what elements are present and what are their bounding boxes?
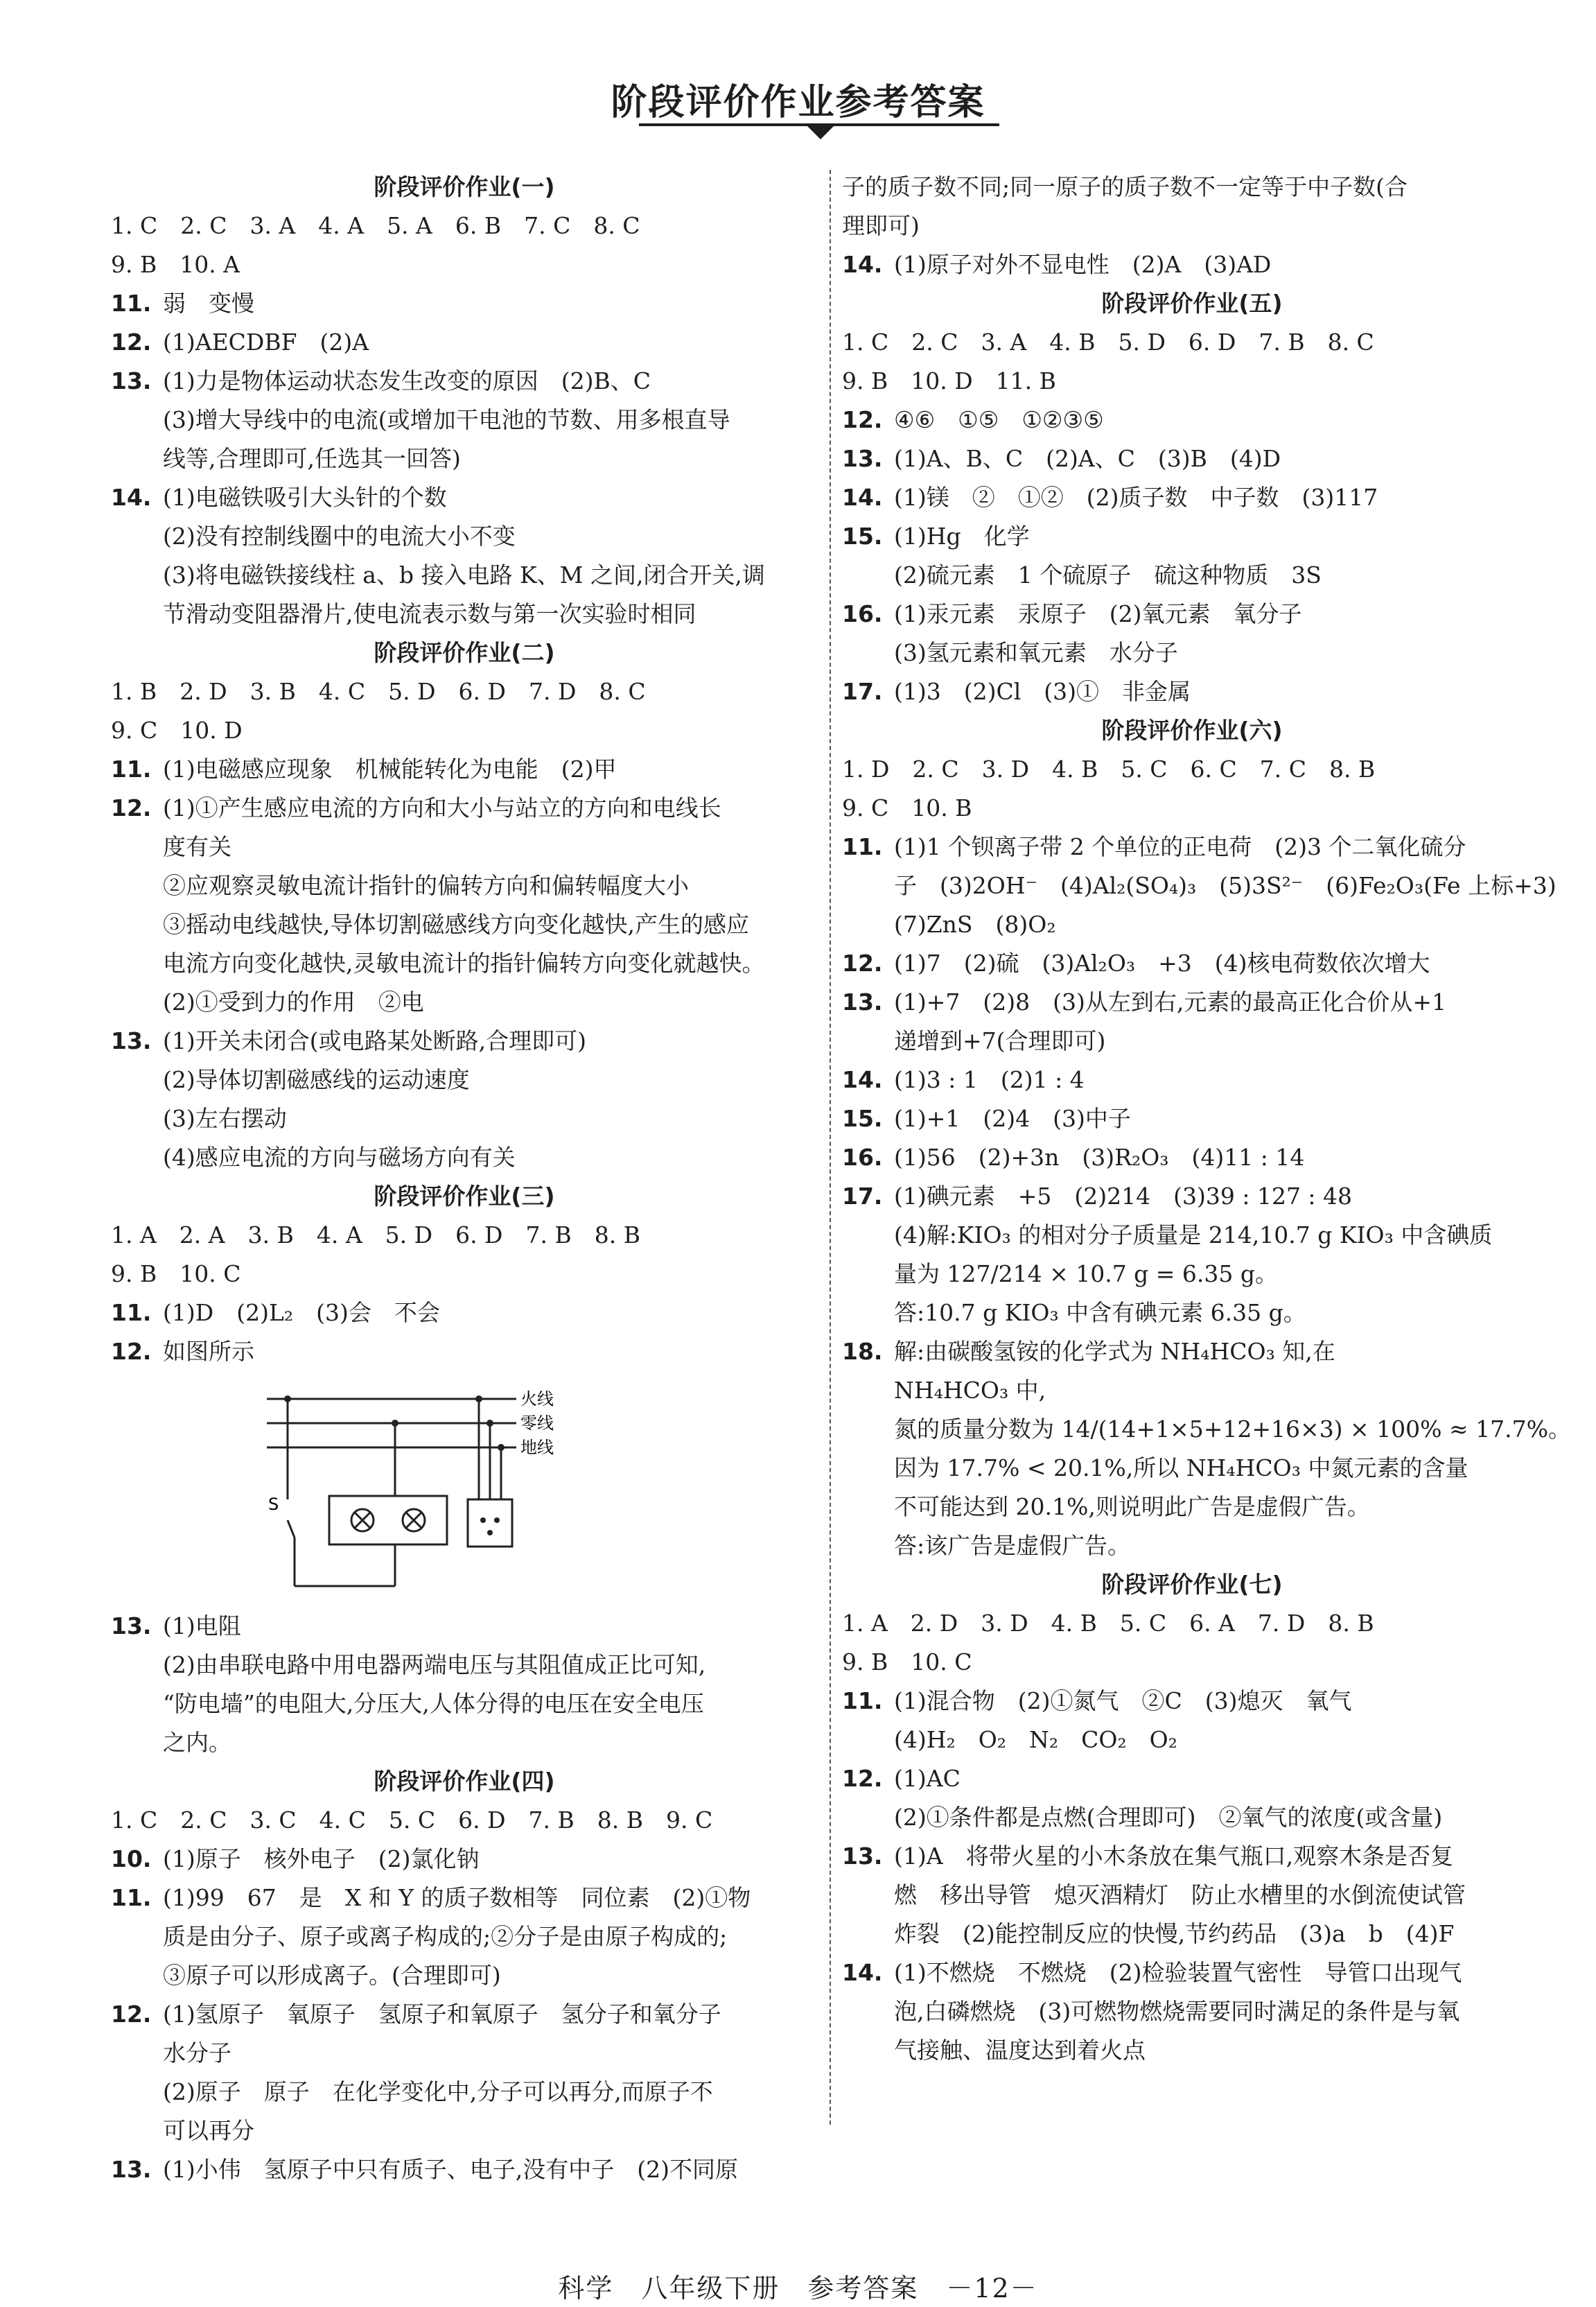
item-number: 13.	[111, 2156, 152, 2183]
live-wire-label: 火线	[520, 1389, 554, 1409]
answer-item	[111, 1801, 818, 1840]
answer-line: (1)1 个钡离子带 2 个单位的正电荷 (2)3 个二氧化硫分	[894, 833, 1466, 860]
page-footer: 科学 八年级下册 参考答案 －12－	[558, 2273, 1038, 2304]
item-number: 12.	[111, 329, 152, 356]
answer-item	[111, 1294, 818, 1332]
answer-line: (1)电磁感应现象 机械能转化为电能 (2)甲	[163, 756, 617, 783]
answer-item	[111, 789, 818, 1022]
answer-line: 可以再分	[163, 2117, 254, 2144]
answer-item	[842, 245, 1542, 284]
item-number: 13.	[111, 1612, 152, 1639]
answer-line: (1)+1 (2)4 (3)中子	[894, 1105, 1131, 1132]
answer-line: (4)H₂ O₂ N₂ CO₂ O₂	[894, 1726, 1177, 1753]
answer-item	[842, 1759, 1542, 1837]
item-number: 17.	[842, 678, 883, 705]
answer-item	[842, 595, 1542, 672]
answer-item	[842, 1099, 1542, 1138]
item-number: 14.	[842, 1066, 883, 1093]
answer-item	[842, 517, 1542, 595]
answer-item	[111, 1840, 818, 1879]
answer-line: (1)镁 ② ①② (2)质子数 中子数 (3)117	[894, 484, 1378, 511]
answer-line: (1)Hg 化学	[894, 523, 1030, 550]
answer-line: 子的质子数不同;同一原子的质子数不一定等于中子数(合	[842, 173, 1408, 200]
circuit-figure	[111, 1371, 818, 1607]
item-number: 16.	[842, 600, 883, 627]
answer-item	[111, 1607, 818, 1762]
answer-item	[111, 478, 818, 634]
answer-line: (1)电磁铁吸引大头针的个数	[163, 484, 447, 511]
answer-item	[842, 1138, 1542, 1177]
answer-line: (1)力是物体运动状态发生改变的原因 (2)B、C	[163, 367, 651, 394]
left-column	[111, 168, 818, 2189]
answer-item	[111, 1022, 818, 1177]
answer-line: (1)+7 (2)8 (3)从左到右,元素的最高正化合价从+1	[894, 989, 1447, 1016]
answer-line: (2)没有控制线圈中的电流大小不变	[163, 523, 516, 550]
answer-line: (1)AC	[894, 1765, 961, 1792]
item-number: 11.	[842, 1687, 883, 1714]
answer-item	[842, 1177, 1542, 1332]
title-arrow-icon	[807, 125, 834, 139]
answer-line: 量为 127/214 × 10.7 g = 6.35 g。	[894, 1260, 1279, 1287]
answer-item	[111, 1995, 818, 2150]
answer-line: (1)A 将带火星的小木条放在集气瓶口,观察木条是否复	[894, 1843, 1454, 1870]
answer-line: 炸裂 (2)能控制反应的快慢,节约药品 (3)a b (4)F	[894, 1920, 1455, 1947]
switch-label: S	[268, 1495, 279, 1514]
answer-line: ③摇动电线越快,导体切割磁感线方向变化越快,产生的感应	[163, 911, 749, 938]
item-number: 10.	[111, 1845, 152, 1872]
item-number: 11.	[111, 756, 152, 783]
answer-item	[111, 1216, 818, 1255]
answer-line: 答:10.7 g KIO₃ 中含有碘元素 6.35 g。	[894, 1299, 1306, 1326]
answer-line: 电流方向变化越快,灵敏电流计的指针偏转方向变化就越快。	[163, 950, 765, 977]
answer-line: (1)56 (2)+3n (3)R₂O₃ (4)11 : 14	[894, 1144, 1305, 1171]
answer-line: 9. B 10. C	[842, 1648, 972, 1675]
answer-line: 节滑动变阻器滑片,使电流表示数与第一次实验时相同	[163, 600, 696, 627]
answer-line: NH₄HCO₃ 中,	[894, 1377, 1046, 1404]
answer-item	[111, 1879, 818, 1995]
page-title: 阶段评价作业参考答案	[611, 82, 985, 123]
answer-line: 如图所示	[163, 1338, 254, 1365]
answer-line: 1. C 2. C 3. C 4. C 5. C 6. D 7. B 8. B 9. C	[111, 1807, 713, 1834]
item-number: 16.	[842, 1144, 883, 1171]
section-heading: 阶段评价作业(一)	[374, 173, 555, 200]
answer-item	[842, 983, 1542, 1061]
answer-line: (1)混合物 (2)①氮气 ②C (3)熄灭 氧气	[894, 1687, 1352, 1714]
answer-line: 1. A 2. D 3. D 4. B 5. C 6. A 7. D 8. B	[842, 1610, 1374, 1637]
answer-item	[111, 1255, 818, 1294]
answer-line: (3)将电磁铁接线柱 a、b 接入电路 K、M 之间,闭合开关,调	[163, 561, 765, 589]
answer-item	[842, 789, 1542, 828]
answer-line: 1. C 2. C 3. A 4. B 5. D 6. D 7. B 8. C	[842, 329, 1374, 356]
answer-line: 之内。	[163, 1729, 231, 1756]
column-divider	[830, 170, 831, 2125]
answer-line: 9. B 10. A	[111, 251, 240, 278]
answer-line: (3)左右摆动	[163, 1105, 287, 1132]
ground-wire-label: 地线	[520, 1438, 554, 1457]
answer-item	[842, 944, 1542, 983]
answer-line: 1. D 2. C 3. D 4. B 5. C 6. C 7. C 8. B	[842, 756, 1376, 783]
answer-line: 燃 移出导管 熄灭酒精灯 防止水槽里的水倒流使试管	[894, 1881, 1466, 1908]
answer-line: (4)解:KIO₃ 的相对分子质量是 214,10.7 g KIO₃ 中含碘质	[894, 1221, 1493, 1248]
answer-item	[111, 284, 818, 323]
item-number: 12.	[842, 950, 883, 977]
answer-item	[842, 1604, 1542, 1643]
answer-line: 质是由分子、原子或离子构成的;②分子是由原子构成的;	[163, 1923, 728, 1950]
answer-line: (1)汞元素 汞原子 (2)氧元素 氧分子	[894, 600, 1302, 627]
answer-item	[842, 168, 1542, 245]
section-heading: 阶段评价作业(二)	[374, 639, 555, 666]
answer-item	[111, 323, 818, 362]
answer-line: 水分子	[163, 2039, 231, 2066]
answer-item	[842, 750, 1542, 789]
answer-item	[842, 1332, 1571, 1565]
answer-line: (1)99 67 是 X 和 Y 的质子数相等 同位素 (2)①物	[163, 1884, 751, 1911]
item-number: 18.	[842, 1338, 883, 1365]
answer-line: (1)碘元素 +5 (2)214 (3)39 : 127 : 48	[894, 1183, 1353, 1210]
item-number: 15.	[842, 523, 883, 550]
item-number: 13.	[842, 989, 883, 1016]
item-number: 11.	[111, 290, 152, 317]
answer-line: 9. C 10. B	[842, 794, 972, 821]
item-number: 14.	[842, 251, 883, 278]
item-number: 13.	[111, 367, 152, 394]
answer-line: 因为 17.7% < 20.1%,所以 NH₄HCO₃ 中氮元素的含量	[894, 1454, 1468, 1481]
item-number: 15.	[842, 1105, 883, 1132]
answer-line: 9. C 10. D	[111, 717, 243, 744]
answer-line: ②应观察灵敏电流计指针的偏转方向和偏转幅度大小	[163, 872, 689, 899]
answer-line: (2)原子 原子 在化学变化中,分子可以再分,而原子不	[163, 2078, 713, 2105]
item-number: 12.	[111, 1338, 152, 1365]
answer-item	[842, 1061, 1542, 1099]
answer-line: 1. B 2. D 3. B 4. C 5. D 6. D 7. D 8. C	[111, 678, 646, 705]
answer-line: (1)电阻	[163, 1612, 241, 1639]
answer-line: (1)原子对外不显电性 (2)A (3)AD	[894, 251, 1272, 278]
answer-item	[111, 672, 818, 711]
item-number: 13.	[842, 445, 883, 472]
item-number: 12.	[111, 2001, 152, 2028]
answer-item	[842, 478, 1542, 517]
answer-line: 9. B 10. C	[111, 1260, 241, 1287]
answer-item	[111, 362, 818, 478]
answer-item	[842, 1682, 1542, 1759]
answer-line: 理即可)	[842, 212, 920, 239]
answer-line: 答:该广告是虚假广告。	[894, 1532, 1131, 1559]
section-heading: 阶段评价作业(五)	[1101, 290, 1283, 317]
answer-item	[111, 245, 818, 284]
answer-line: 氮的质量分数为 14/(14+1×5+12+16×3) × 100% ≈ 17.7%。	[894, 1416, 1571, 1443]
answer-item	[111, 207, 818, 245]
answer-line: (1)A、B、C (2)A、C (3)B (4)D	[894, 445, 1281, 472]
answer-item	[842, 439, 1542, 478]
answer-line: (2)①受到力的作用 ②电	[163, 989, 424, 1016]
answer-line: 1. A 2. A 3. B 4. A 5. D 6. D 7. B 8. B	[111, 1221, 640, 1248]
answer-line: (1)AECDBF (2)A	[163, 329, 369, 356]
answer-line: 递增到+7(合理即可)	[894, 1027, 1106, 1054]
circuit-diagram	[260, 1385, 579, 1593]
answer-item	[842, 323, 1542, 362]
answer-item	[111, 750, 818, 789]
answer-line: ④⑥ ①⑤ ①②③⑤	[894, 406, 1104, 433]
answer-line: (3)氢元素和氧元素 水分子	[894, 639, 1178, 666]
right-column	[842, 168, 1571, 2070]
answer-item	[842, 362, 1542, 401]
answer-line: 弱 变慢	[163, 290, 254, 317]
neutral-wire-label: 零线	[520, 1413, 554, 1433]
item-number: 12.	[842, 1765, 883, 1792]
section-heading: 阶段评价作业(四)	[374, 1768, 555, 1795]
item-number: 13.	[842, 1843, 883, 1870]
answer-line: (2)硫元素 1 个硫原子 硫这种物质 3S	[894, 561, 1322, 589]
answer-line: (2)①条件都是点燃(合理即可) ②氧气的浓度(或含量)	[894, 1804, 1443, 1831]
item-number: 11.	[842, 833, 883, 860]
item-number: 12.	[111, 794, 152, 821]
answer-line: 气接触、温度达到着火点	[894, 2037, 1146, 2064]
answer-line: 线等,合理即可,任选其一回答)	[163, 445, 461, 472]
answer-item	[842, 828, 1556, 944]
answer-item	[111, 711, 818, 750]
section-heading: 阶段评价作业(六)	[1101, 717, 1283, 744]
answer-line: 不可能达到 20.1%,则说明此广告是虚假广告。	[894, 1493, 1370, 1520]
answer-line: 1. C 2. C 3. A 4. A 5. A 6. B 7. C 8. C	[111, 212, 640, 239]
answer-item	[842, 1643, 1542, 1682]
answer-item	[842, 1953, 1542, 2070]
answer-line: (1)7 (2)硫 (3)Al₂O₃ +3 (4)核电荷数依次增大	[894, 950, 1430, 977]
answer-line: “防电墙”的电阻大,分压大,人体分得的电压在安全电压	[163, 1690, 704, 1717]
answer-line: (2)导体切割磁感线的运动速度	[163, 1066, 470, 1093]
answer-item	[111, 1332, 818, 1371]
answer-line: (1)开关未闭合(或电路某处断路,合理即可)	[163, 1027, 586, 1054]
answer-line: (1)小伟 氢原子中只有质子、电子,没有中子 (2)不同原	[163, 2156, 738, 2183]
item-number: 14.	[842, 484, 883, 511]
section-heading: 阶段评价作业(三)	[374, 1183, 555, 1210]
answer-line: (1)氢原子 氧原子 氢原子和氧原子 氢分子和氧分子	[163, 2001, 721, 2028]
answer-line: (1)不燃烧 不燃烧 (2)检验装置气密性 导管口出现气	[894, 1959, 1462, 1986]
answer-line: (1)3 (2)Cl (3)① 非金属	[894, 678, 1191, 705]
answer-line: (1)①产生感应电流的方向和大小与站立的方向和电线长	[163, 794, 721, 821]
answer-line: 9. B 10. D 11. B	[842, 367, 1056, 394]
item-number: 11.	[111, 1884, 152, 1911]
answer-line: (2)由串联电路中用电器两端电压与其阻值成正比可知,	[163, 1651, 706, 1678]
item-number: 13.	[111, 1027, 152, 1054]
answer-line: 度有关	[163, 833, 231, 860]
answer-line: (7)ZnS (8)O₂	[894, 911, 1056, 938]
item-number: 14.	[842, 1959, 883, 1986]
section-heading: 阶段评价作业(七)	[1101, 1571, 1283, 1598]
answer-line: (4)感应电流的方向与磁场方向有关	[163, 1144, 516, 1171]
answer-item	[842, 401, 1542, 439]
item-number: 12.	[842, 406, 883, 433]
answer-line: (1)D (2)L₂ (3)会 不会	[163, 1299, 440, 1326]
answer-item	[842, 1837, 1542, 1953]
answer-line: 解:由碳酸氢铵的化学式为 NH₄HCO₃ 知,在	[894, 1338, 1335, 1365]
item-number: 17.	[842, 1183, 883, 1210]
answer-item	[842, 672, 1542, 711]
answer-item	[111, 2150, 818, 2189]
answer-line: ③原子可以形成离子。(合理即可)	[163, 1962, 501, 1989]
answer-line: (1)原子 核外电子 (2)氯化钠	[163, 1845, 480, 1872]
answer-line: (3)增大导线中的电流(或增加干电池的节数、用多根直导	[163, 406, 730, 433]
answer-line: (1)3 : 1 (2)1 : 4	[894, 1066, 1085, 1093]
answer-line: 子 (3)2OH⁻ (4)Al₂(SO₄)₃ (5)3S²⁻ (6)Fe₂O₃(Fe 上标+3)	[894, 872, 1556, 899]
item-number: 11.	[111, 1299, 152, 1326]
item-number: 14.	[111, 484, 152, 511]
answer-line: 泡,白磷燃烧 (3)可燃物燃烧需要同时满足的条件是与氧	[894, 1998, 1460, 2025]
